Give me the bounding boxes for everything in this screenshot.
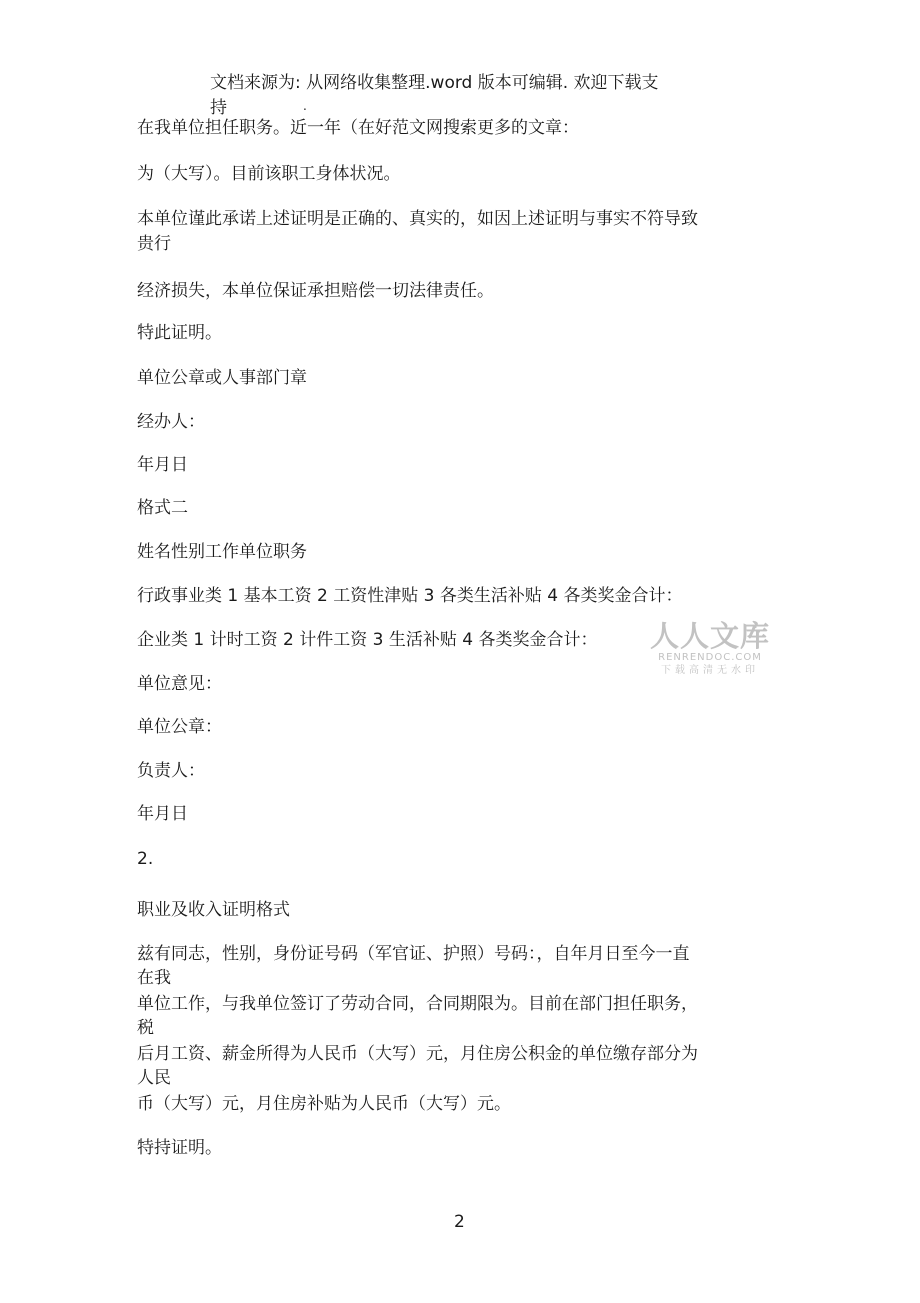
header-source-note-continued: 持	[210, 98, 227, 118]
text-line: 单位工作，与我单位签订了劳动合同，合同期限为。目前在部门担任职务，	[137, 994, 698, 1014]
text-line: 在我	[137, 968, 171, 988]
page-number: 2	[454, 1212, 465, 1232]
header-dot: .	[303, 99, 307, 113]
section-heading: 职业及收入证明格式	[137, 900, 290, 920]
text-line: 人民	[137, 1068, 171, 1088]
text-line: 单位公章或人事部门章	[137, 368, 307, 388]
text-line: 兹有同志，性别，身份证号码（军官证、护照）号码：，自年月日至今一直	[137, 944, 690, 964]
text-line: 企业类 1 计时工资 2 计件工资 3 生活补贴 4 各类奖金合计：	[137, 630, 598, 650]
text-line: 年月日	[137, 455, 188, 475]
text-line: 姓名性别工作单位职务	[137, 542, 307, 562]
watermark-title: 人人文库	[649, 619, 770, 653]
text-line: 单位意见：	[137, 674, 222, 694]
header-source-note: 文档来源为: 从网络收集整理.word 版本可编辑. 欢迎下载支	[210, 73, 659, 93]
text-line: 负责人：	[137, 761, 205, 781]
section-heading: 格式二	[137, 498, 188, 518]
text-line: 税	[137, 1018, 154, 1038]
text-line: 币（大写）元，月住房补贴为人民币（大写）元。	[137, 1094, 511, 1114]
closing-line: 特持证明。	[137, 1138, 222, 1158]
text-line: 行政事业类 1 基本工资 2 工资性津贴 3 各类生活补贴 4 各类奖金合计：	[137, 586, 683, 606]
watermark	[648, 620, 772, 677]
text-line: 本单位谨此承诺上述证明是正确的、真实的，如因上述证明与事实不符导致	[137, 209, 698, 229]
text-line: 经办人：	[137, 412, 205, 432]
text-line: 在我单位担任职务。近一年（在好范文网搜索更多的文章：	[137, 118, 579, 138]
text-line: 经济损失，本单位保证承担赔偿一切法律责任。	[137, 281, 494, 301]
text-line: 年月日	[137, 804, 188, 824]
text-line: 贵行	[137, 234, 171, 254]
watermark-site: RENRENDOC.COM	[658, 652, 762, 663]
text-line: 特此证明。	[137, 323, 222, 343]
section-number: 2.	[137, 849, 154, 869]
text-line: 单位公章：	[137, 717, 222, 737]
watermark-slogan: 下载高清无水印	[661, 665, 759, 676]
text-line: 后月工资、薪金所得为人民币（大写）元，月住房公积金的单位缴存部分为	[137, 1044, 698, 1064]
text-line: 为（大写）。目前该职工身体状况。	[137, 164, 401, 184]
